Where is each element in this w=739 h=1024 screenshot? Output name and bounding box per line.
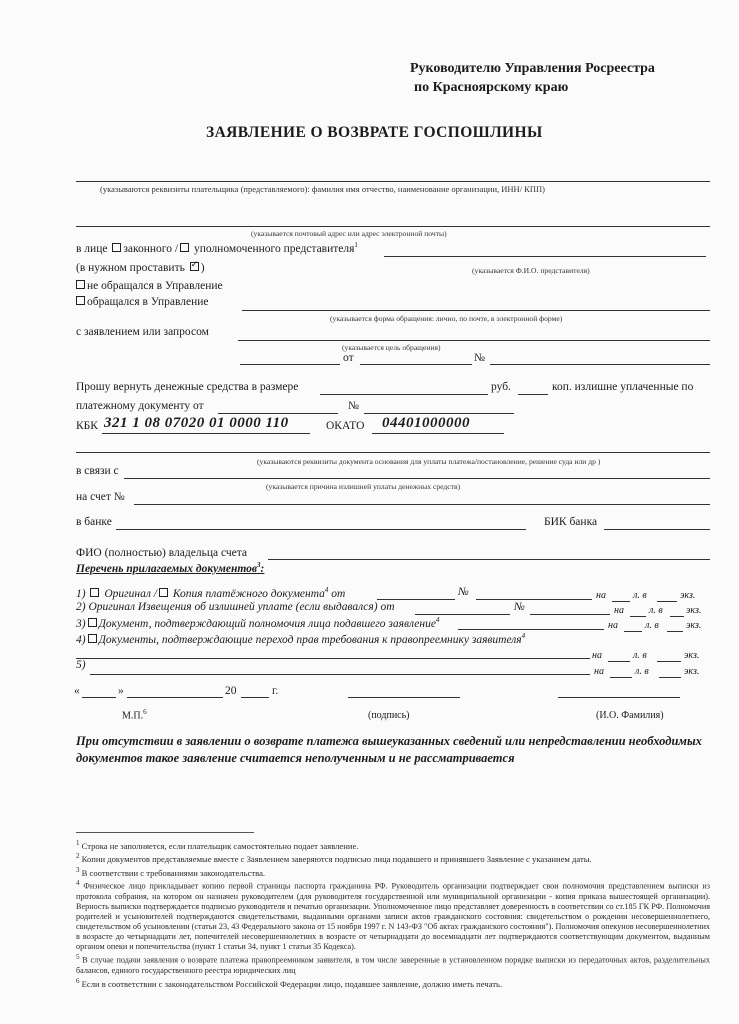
owner-field[interactable] [268, 559, 710, 560]
payment-doc-number-label: № [348, 400, 359, 412]
doc-item-5-num: 5) [76, 659, 86, 671]
rub-label: руб. [491, 381, 511, 393]
signer-name-field[interactable] [558, 697, 680, 698]
footnote-3: $^3$ В соответствии с требованиями законодательства. [76, 865, 266, 878]
okato-label: ОКАТО [326, 420, 365, 432]
request-number-field[interactable] [490, 364, 710, 365]
documents-heading: Перечень прилагаемых документов$^3$: [76, 561, 265, 575]
doc-3-copies-field[interactable] [667, 631, 683, 632]
footnote-1: $^1$ Строка не заполняется, если плательщик самостоятельно подает заявление. [76, 839, 359, 851]
doc-item-3: 3) Документ, подтверждающий полномочия лица подавшего заявление$^4$ [76, 616, 440, 630]
basis-hint: (указываются реквизиты документа основания для уплаты платежа/постановление, решение суда или др ) [257, 457, 601, 466]
footnote-divider [76, 832, 254, 833]
doc-2-sheets-field[interactable] [630, 616, 646, 617]
footnotes [76, 838, 710, 989]
legal-label: законного / [123, 242, 179, 255]
person-prefix: в лице [76, 242, 108, 255]
amount-rub-field[interactable] [320, 394, 488, 395]
not-applied-line: не обращался в Управление [76, 280, 223, 292]
doc-4-copies-field[interactable] [657, 661, 681, 662]
footnote-5: $^5$ В случае подачи заявления о возврате платежа правопреемником заявителя, в том числе заверенные в установленном порядке выписки из передаточных актов, разделительных балансов, единого государственного реестра юридических лиц [76, 953, 710, 975]
doc-4-continuation-field[interactable] [76, 658, 590, 659]
sign-day-field[interactable] [82, 697, 116, 698]
doc-5-field[interactable] [90, 674, 590, 675]
refund-request-label: Прошу вернуть денежные средства в размере [76, 381, 299, 393]
request-date-prefix-field[interactable] [240, 364, 340, 365]
request-field[interactable] [238, 340, 710, 341]
doc-3-sheets-field[interactable] [624, 631, 642, 632]
date-close-quote: » [118, 685, 124, 697]
representative-hint: (указывается Ф.И.О. представителя) [472, 266, 590, 275]
okato-value: 04401000000 [382, 415, 470, 431]
account-label: на счет № [76, 491, 125, 503]
authorized-checkbox[interactable] [180, 243, 189, 252]
doc-1-number-label: № [458, 586, 469, 598]
doc-1-copies-field[interactable] [657, 601, 677, 602]
checkmark-icon: ✓ [190, 259, 199, 269]
doc-3-checkbox[interactable] [88, 618, 97, 627]
year-suffix: г. [272, 685, 279, 697]
amount-kop-field[interactable] [518, 394, 548, 395]
sign-month-field[interactable] [127, 697, 223, 698]
request-number-label: № [474, 352, 485, 364]
legal-checkbox[interactable] [112, 243, 121, 252]
doc-1-number-field[interactable] [476, 599, 592, 600]
mark-hint-line: (в нужном проставить ✓ ) [76, 259, 205, 274]
representative-line: в лице законного / уполномоченного представителя$^1$ [76, 241, 358, 255]
payment-doc-number-field[interactable] [364, 413, 514, 414]
doc-1-copy-checkbox[interactable] [159, 588, 168, 597]
doc-4-sheets-field[interactable] [608, 661, 630, 662]
due-to-label: в связи с [76, 465, 119, 477]
doc-2-date-field[interactable] [415, 614, 510, 615]
kop-label: коп. излишне уплаченные по [552, 381, 694, 393]
not-applied-checkbox[interactable] [76, 280, 85, 289]
applied-line: обращался в Управление [76, 296, 209, 308]
sign-year-field[interactable] [241, 697, 269, 698]
signer-name-hint: (И.О. Фамилия) [596, 710, 664, 721]
signature-hint: (подпись) [368, 710, 410, 721]
bank-field[interactable] [116, 529, 526, 530]
doc-item-4: 4) Документы, подтверждающие переход прав требования к правопреемнику заявителя$^4$ [76, 632, 526, 646]
request-from-label: от [343, 352, 354, 364]
doc-5-copies-field[interactable] [659, 677, 681, 678]
account-field[interactable] [134, 504, 710, 505]
doc-2-number-label: № [514, 601, 525, 613]
form-of-appeal-field[interactable] [242, 310, 710, 311]
reason-field[interactable] [124, 478, 710, 479]
stamp-label: М.П.$^6$ [122, 708, 147, 722]
addressee-line-2: по Красноярскому краю [414, 80, 569, 95]
kbk-value: 321 1 08 07020 01 0000 110 [104, 415, 289, 431]
year-prefix: 20 [225, 685, 237, 697]
document-title: ЗАЯВЛЕНИЕ О ВОЗВРАТЕ ГОСПОШЛИНЫ [206, 124, 543, 141]
kbk-field[interactable] [102, 433, 310, 434]
authorized-label: уполномоченного представителя [193, 242, 355, 255]
doc-3-field[interactable] [458, 629, 604, 630]
doc-2-copies-field[interactable] [670, 616, 684, 617]
doc-5-sheets-field[interactable] [610, 677, 632, 678]
payment-doc-date-field[interactable] [218, 413, 338, 414]
doc-1-original-checkbox[interactable] [90, 588, 99, 597]
payer-hint: (указываются реквизиты плательщика (представляемого): фамилия имя отчество, наименование организации, ИНН/ КПП) [100, 184, 545, 194]
doc-1-date-field[interactable] [377, 599, 455, 600]
footnote-6: $^6$ Если в соответствии с законодательством Российской Федерации лицо, подавшее заявление, должно иметь печать. [76, 976, 503, 989]
footnote-4: $^4$ Физическое лицо прикладывает копию первой страницы паспорта гражданина РФ. Руководитель организации подтверждает свои полномочия представлением выписки из протокола собрания, на котором он назначен руководителем (для руководителя государственной или муниципальной организации - копия приказа вышестоящей организации). Верность выписки подтверждается подписью руководителя и печатью организации. Уполномоченное лицо представляет доверенность в соответствии со ст.185 ГК РФ. Полномочия родителей и усыновителей подтверждаются свидетельствами, выданными органами записи актов гражданского состояния: свидетельством о рождении несовершеннолетнего, свидетельством об усыновлении (статьи 23, 43 Федерального закона от 15 ноября 1997 г. N 143-ФЗ "Об актах гражданского состояния"). Полномочия опекунов несовершеннолетних в возрасте до четырнадцати лет, попечителей несовершеннолетних в возрасте от четырнадцати до восемнадцати лет подтверждаются соответствующим документом, выданным органом опеки и попечительства (пункт 1 статьи 34, пункт 1 статьи 35 Кодекса). [76, 879, 711, 952]
bik-field[interactable] [604, 529, 710, 530]
kbk-label: КБК [76, 420, 98, 432]
basis-field[interactable] [76, 452, 710, 453]
with-request-label: с заявлением или запросом [76, 326, 209, 338]
owner-label: ФИО (полностью) владельца счета [76, 547, 247, 559]
signature-field[interactable] [348, 697, 460, 698]
doc-1-sheets-field[interactable] [612, 601, 630, 602]
form-hint: (указывается форма обращения: лично, по почте, в электронной форме) [330, 314, 563, 323]
footnote-2: $^2$ Копии документов представляемые вместе с Заявлением заверяются подписью лица подавшего и принявшего Заявление с указанием даты. [76, 852, 592, 865]
doc-item-2: 2) Оригинал Извещения об излишней уплате (если выдавался) от [76, 601, 395, 613]
payer-field[interactable] [76, 181, 710, 182]
applied-checkbox[interactable] [76, 296, 85, 305]
address-hint: (указывается почтовый адрес или адрес электронной почты) [251, 229, 447, 238]
doc-4-checkbox[interactable] [88, 634, 97, 643]
bank-label: в банке [76, 516, 112, 528]
purpose-hint: (указывается цель обращения) [342, 343, 441, 352]
addressee-line-1: Руководителю Управления Росреестра [410, 61, 655, 76]
doc-2-number-field[interactable] [530, 614, 610, 615]
payment-doc-label: платежному документу от [76, 400, 204, 412]
reason-hint: (указывается причина излишней уплаты денежных средств) [266, 482, 461, 491]
request-date-field[interactable] [360, 364, 472, 365]
bik-label: БИК банка [544, 516, 598, 528]
address-field[interactable] [76, 226, 710, 227]
doc-item-1: 1) Оригинал / Копия платёжного документа$^4$ от [76, 586, 346, 600]
okato-field[interactable] [372, 433, 504, 434]
warning-text: При отсутствии в заявлении о возврате платежа вышеуказанных сведений или непредставлении необходимых документов такое заявление считается неполученным и не рассматривается [76, 734, 702, 765]
representative-field[interactable] [384, 256, 706, 257]
date-open-quote: « [74, 685, 80, 697]
